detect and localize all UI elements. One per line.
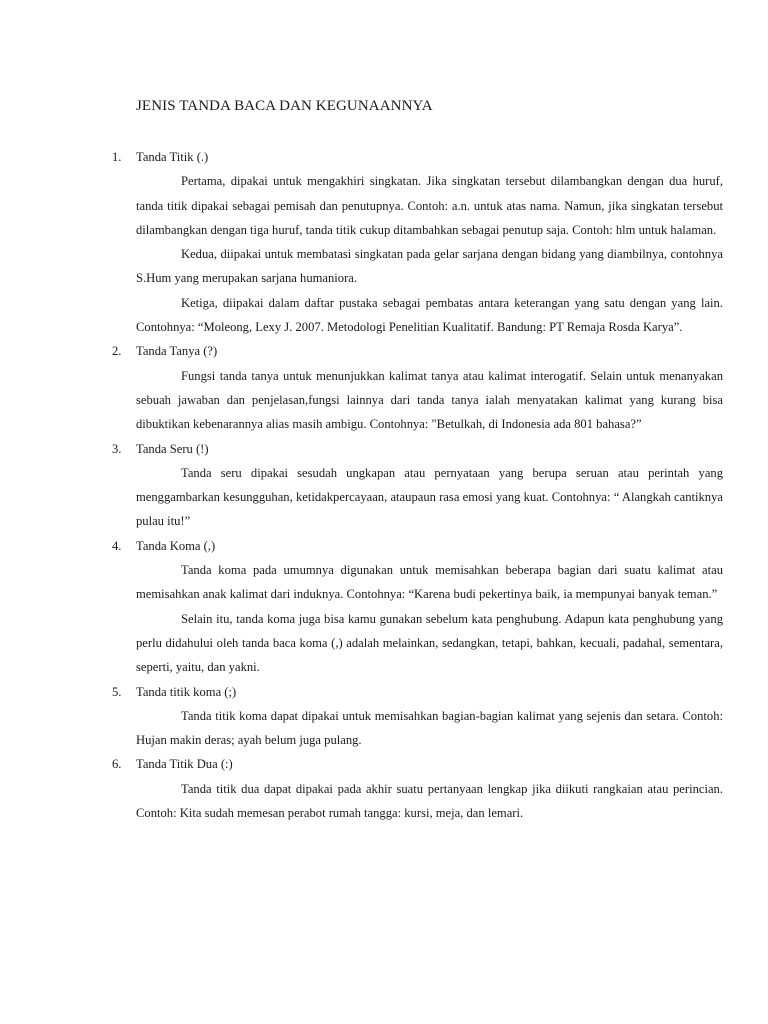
paragraph: Ketiga, diipakai dalam daftar pustaka sebagai pembatas antara keterangan yang satu dengan yang lain. Contohnya: “Moleong, Lexy J. 2007. Metodologi Penelitian Kualitatif. Bandung: PT Remaja Rosda Karya”. [136, 295, 723, 335]
section-heading: Tanda Koma (,) [136, 538, 216, 553]
paragraph: Fungsi tanda tanya untuk menunjukkan kalimat tanya atau kalimat interogatif. Selain untuk menanyakan sebuah jawaban dan penjelasan,fungsi lainnya dari tanda tanya ialah menyatakan kalimat yang kurang bisa dibuktikan kebenarannya alias masih ambigu. Contohnya: "Betulkah, di Indonesia ada 801 bahasa?” [136, 368, 723, 432]
paragraph: Tanda titik koma dapat dipakai untuk memisahkan bagian-bagian kalimat yang sejenis dan setara. Contoh: Hujan makin deras; ayah belum juga pulang. [136, 708, 723, 748]
section-heading: Tanda Seru (!) [136, 441, 209, 456]
section-heading: Tanda titik koma (;) [136, 684, 237, 699]
section-tanda-titik [112, 145, 723, 339]
paragraph: Kedua, diipakai untuk membatasi singkatan pada gelar sarjana dengan bidang yang diambilnya, contohnya S.Hum yang merupakan sarjana humaniora. [136, 247, 723, 286]
paragraph: Tanda koma pada umumnya digunakan untuk memisahkan beberapa bagian dari suatu kalimat atau memisahkan anak kalimat dari induknya. Contohnya: “Karena budi pekertinya baik, ia mempunyai banyak teman.” [136, 563, 723, 602]
section-number: 2. [112, 344, 122, 359]
section-tanda-titik-dua [112, 752, 723, 825]
document-title: JENIS TANDA BACA DAN KEGUNAANNYA [136, 98, 433, 114]
section-number: 4. [112, 538, 122, 553]
section-number: 3. [112, 441, 122, 456]
paragraph: Pertama, dipakai untuk mengakhiri singkatan. Jika singkatan tersebut dilambangkan dengan dua huruf, tanda titik dipakai sebagai pemisah dan penutupnya. Contoh: a.n. untuk atas nama. Namun, jika singkatan tersebut dilambangkan dengan tiga huruf, tanda titik cukup ditambahkan sebagai penutup saja. Contoh: hlm untuk halaman. [136, 174, 723, 237]
paragraph: Tanda titik dua dapat dipakai pada akhir suatu pertanyaan lengkap jika diikuti rangkaian atau perincian. Contoh: Kita sudah memesan perabot rumah tangga: kursi, meja, dan lemari. [136, 781, 723, 821]
section-heading: Tanda Tanya (?) [136, 344, 218, 359]
document-body [112, 145, 723, 825]
section-heading: Tanda Titik (.) [136, 150, 209, 164]
paragraph: Tanda seru dipakai sesudah ungkapan atau pernyataan yang berupa seruan atau perintah yang menggambarkan kesungguhan, ketidakpercayaan, ataupaun rasa emosi yang kuat. Contohnya: “ Alangkah cantiknya pulau itu!” [136, 465, 723, 529]
section-number: 5. [112, 684, 122, 699]
section-tanda-koma [112, 534, 723, 680]
section-tanda-seru [112, 437, 723, 534]
paragraph: Selain itu, tanda koma juga bisa kamu gunakan sebelum kata penghubung. Adapun kata penghubung yang perlu didahului oleh tanda baca koma (,) adalah melainkan, sedangkan, tetapi, bahkan, kecuali, padahal, sementara, seperti, yaitu, dan yakni. [136, 611, 723, 675]
section-number: 1. [112, 150, 122, 164]
section-tanda-titik-koma [112, 680, 723, 753]
section-heading: Tanda Titik Dua (:) [136, 757, 233, 772]
section-number: 6. [112, 757, 122, 772]
section-tanda-tanya [112, 339, 723, 436]
